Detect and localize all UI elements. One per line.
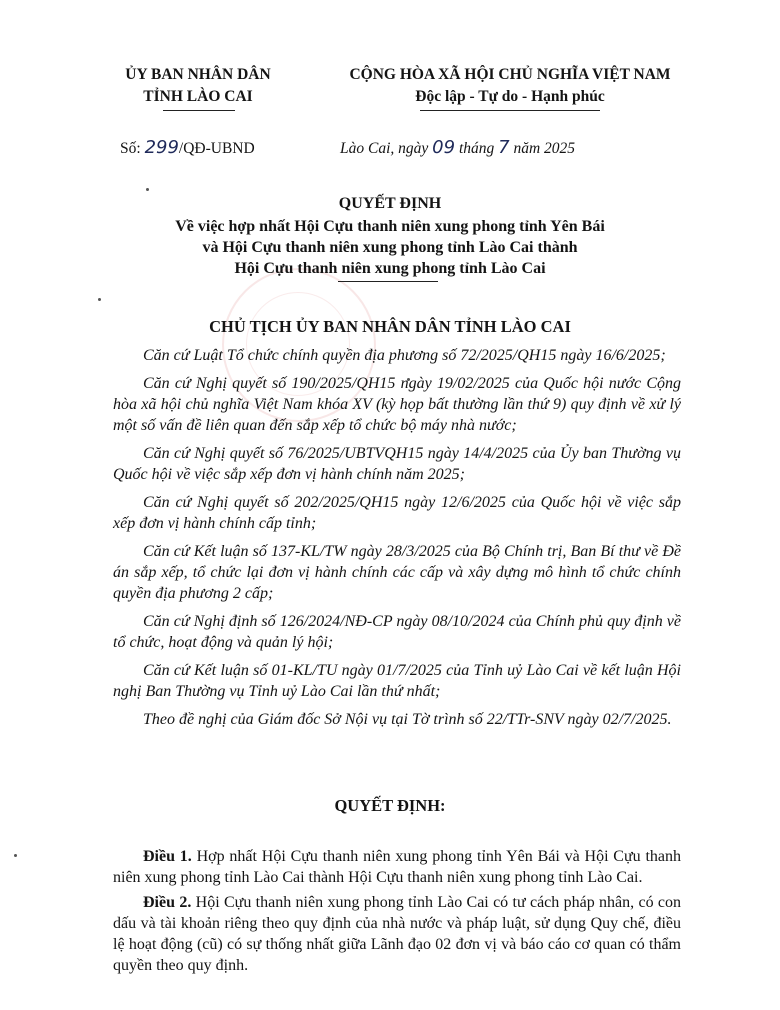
document-subject <box>90 216 690 279</box>
number-handwritten: 299 <box>144 137 179 158</box>
scan-speck <box>14 854 17 857</box>
national-motto <box>310 64 710 108</box>
subject-line: Về việc hợp nhất Hội Cựu thanh niên xung phong tỉnh Yên Bái <box>175 218 605 235</box>
number-suffix: /QĐ-UBND <box>178 140 255 157</box>
issuing-authority: CHỦ TỊCH ỦY BAN NHÂN DÂN TỈNH LÀO CAI <box>209 317 571 336</box>
date-place: Lào Cai, ngày <box>340 140 433 157</box>
article-text: Hội Cựu thanh niên xung phong tỉnh Lào Cai có tư cách pháp nhân, có con dấu và tài khoản riêng theo quy định của nhà nước và pháp luật, sử dụng Quy chế, điều lệ hoạt động (cũ) có sự thống nhất giữa Lãnh đạo 02 đơn vị và báo cáo cơ quan có thẩm quyền theo quy định. <box>113 894 682 974</box>
date-year: năm 2025 <box>509 140 576 157</box>
date-month-handwritten: 7 <box>498 137 510 158</box>
scan-speck <box>98 298 101 301</box>
agency-line-2: TỈNH LÀO CAI <box>143 88 253 105</box>
scan-speck <box>146 188 149 191</box>
legal-bases <box>113 345 681 737</box>
agency-line-1: ỦY BAN NHÂN DÂN <box>125 66 271 83</box>
article-2 <box>113 892 681 976</box>
motto-underline <box>420 110 600 111</box>
subject-line: và Hội Cựu thanh niên xung phong tỉnh Lào Cai thành <box>202 239 578 256</box>
number-prefix: Số: <box>120 140 145 157</box>
basis-paragraph: Căn cứ Nghị quyết số 202/2025/QH15 ngày 12/6/2025 của Quốc hội về việc sắp xếp đơn vị hành chính cấp tỉnh; <box>113 494 681 532</box>
basis-paragraph: Căn cứ Nghị định số 126/2024/NĐ-CP ngày 08/10/2024 của Chính phủ quy định về tổ chức, hoạt động và quản lý hội; <box>113 613 681 651</box>
subject-rule <box>338 281 438 282</box>
decision-heading: QUYẾT ĐỊNH: <box>334 796 446 815</box>
document-number <box>120 137 255 158</box>
article-1 <box>113 846 681 888</box>
nation-line-2: Độc lập - Tự do - Hạnh phúc <box>415 88 605 105</box>
article-label: Điều 1. <box>143 848 192 865</box>
date-day-handwritten: 09 <box>432 137 456 158</box>
basis-paragraph: Căn cứ Kết luận số 137-KL/TW ngày 28/3/2025 của Bộ Chính trị, Ban Bí thư về Đề án sắp xếp, tổ chức lại đơn vị hành chính các cấp và xây dựng mô hình tổ chức chính quyền địa phương 2 cấp; <box>113 543 681 602</box>
basis-paragraph: Theo đề nghị của Giám đốc Sở Nội vụ tại Tờ trình số 22/TTr-SNV ngày 02/7/2025. <box>143 711 672 728</box>
article-text: Hợp nhất Hội Cựu thanh niên xung phong tỉnh Yên Bái và Hội Cựu thanh niên xung phong tỉnh Lào Cai thành Hội Cựu thanh niên xung phong tỉnh Lào Cai. <box>113 848 682 886</box>
basis-paragraph: Căn cứ Kết luận số 01-KL/TU ngày 01/7/2025 của Tỉnh uỷ Lào Cai về kết luận Hội nghị Ban Thường vụ Tỉnh uỷ Lào Cai lần thứ nhất; <box>113 662 681 700</box>
articles <box>113 846 681 980</box>
basis-paragraph: Căn cứ Luật Tổ chức chính quyền địa phương số 72/2025/QH15 ngày 16/6/2025; <box>143 347 666 364</box>
document-date <box>340 137 575 158</box>
subject-line: Hội Cựu thanh niên xung phong tỉnh Lào Cai <box>234 260 546 277</box>
agency-underline <box>163 110 235 111</box>
date-month-label: tháng <box>455 140 499 157</box>
basis-paragraph: Căn cứ Nghị quyết số 190/2025/QH15 ngày 19/02/2025 của Quốc hội nước Cộng hòa xã hội chủ nghĩa Việt Nam khóa XV (kỳ họp bất thường lần thứ 9) quy định về xử lý một số vấn đề liên quan đến sắp xếp tổ chức bộ máy nhà nước; <box>113 375 681 434</box>
article-label: Điều 2. <box>143 894 192 911</box>
document-title: QUYẾT ĐỊNH <box>338 195 442 212</box>
issuing-agency <box>98 64 298 108</box>
basis-paragraph: Căn cứ Nghị quyết số 76/2025/UBTVQH15 ngày 14/4/2025 của Ủy ban Thường vụ Quốc hội về việc sắp xếp đơn vị hành chính năm 2025; <box>113 445 681 483</box>
nation-line-1: CỘNG HÒA XÃ HỘI CHỦ NGHĨA VIỆT NAM <box>349 66 671 83</box>
